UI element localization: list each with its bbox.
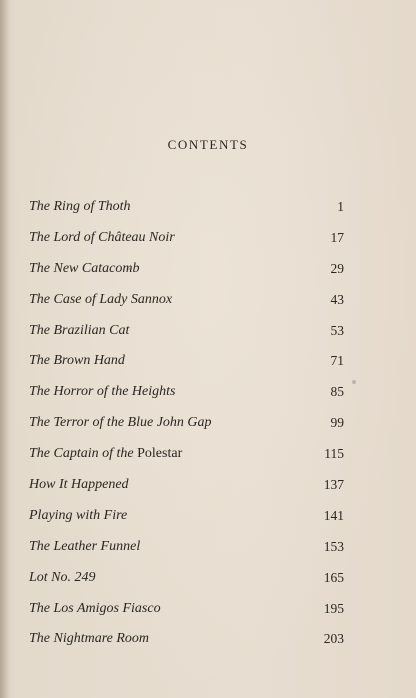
toc-entry-title: The Nightmare Room bbox=[29, 631, 150, 647]
toc-entry-title: The Lord of Château Noir bbox=[29, 229, 175, 245]
toc-entry-title: The Leather Funnel bbox=[29, 538, 141, 554]
toc-entry-title: The New Catacomb bbox=[29, 260, 140, 276]
paper-speck bbox=[352, 380, 356, 384]
toc-entry-page: 165 bbox=[323, 569, 344, 585]
toc-entry-page: 115 bbox=[324, 446, 344, 462]
toc-entry-title: The Ring of Thoth bbox=[29, 199, 131, 214]
toc-entry-page: 203 bbox=[323, 631, 344, 647]
toc-entry-title: The Brazilian Cat bbox=[29, 322, 130, 338]
toc-entry-page: 17 bbox=[330, 229, 344, 245]
toc-entry bbox=[29, 507, 344, 538]
toc-entry-page: 53 bbox=[330, 322, 344, 338]
toc-entry bbox=[29, 630, 344, 661]
toc-entry-title: The Terror of the Blue John Gap bbox=[29, 415, 212, 431]
toc-entry-title bbox=[29, 445, 182, 463]
toc-entry-title-italic: The Captain of the bbox=[29, 446, 134, 462]
toc-entry-title: Playing with Fire bbox=[29, 507, 128, 523]
toc-entry bbox=[29, 569, 344, 600]
toc-entry-title: Lot No. 249 bbox=[29, 569, 96, 585]
toc-entry bbox=[29, 322, 344, 353]
toc-entry bbox=[29, 476, 344, 507]
toc-entry-page: 99 bbox=[330, 415, 344, 431]
toc-entry-title: The Brown Hand bbox=[29, 353, 125, 369]
toc-entry-title-roman: Polestar bbox=[137, 446, 183, 462]
table-of-contents bbox=[29, 198, 344, 661]
toc-entry bbox=[29, 600, 344, 631]
toc-entry-page: 195 bbox=[323, 600, 344, 616]
toc-entry bbox=[29, 538, 344, 569]
toc-entry-page: 43 bbox=[330, 291, 344, 307]
contents-heading: CONTENTS bbox=[167, 137, 249, 152]
toc-entry bbox=[29, 352, 344, 383]
toc-entry-title: How It Happened bbox=[29, 477, 129, 493]
toc-entry-page: 137 bbox=[323, 477, 344, 493]
toc-entry-page: 71 bbox=[330, 353, 344, 369]
toc-entry bbox=[29, 291, 344, 322]
spine-shadow bbox=[0, 0, 10, 698]
toc-entry-title: The Horror of the Heights bbox=[29, 384, 176, 400]
toc-entry bbox=[29, 414, 344, 445]
toc-entry-page: 153 bbox=[323, 538, 344, 554]
toc-entry-title: The Case of Lady Sannox bbox=[29, 291, 173, 307]
toc-entry-title: The Los Amigos Fiasco bbox=[29, 600, 161, 616]
toc-entry bbox=[29, 445, 344, 476]
toc-entry bbox=[29, 198, 344, 229]
toc-entry bbox=[29, 229, 344, 260]
toc-entry-page: 85 bbox=[330, 384, 344, 400]
toc-entry bbox=[29, 383, 344, 414]
toc-entry-page: 29 bbox=[330, 260, 344, 276]
toc-entry-page: 1 bbox=[337, 199, 344, 214]
toc-entry-page: 141 bbox=[323, 507, 344, 523]
toc-entry bbox=[29, 260, 344, 291]
